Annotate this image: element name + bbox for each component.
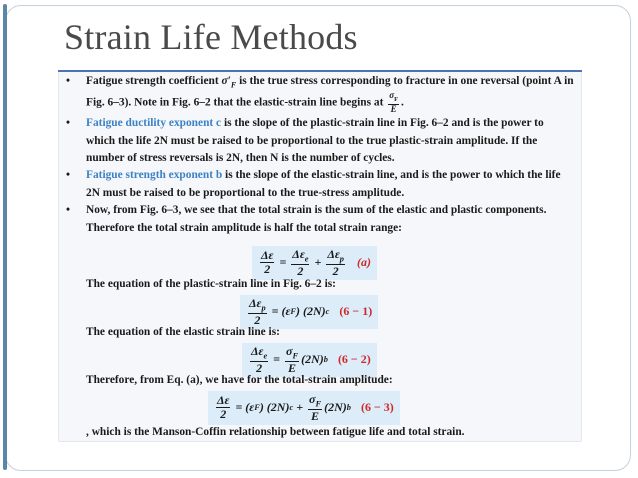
bullet-list	[62, 73, 574, 237]
plastic-line-intro: The equation of the plastic-strain line in Fig. 6–2 is:	[86, 278, 336, 290]
slide-title: Strain Life Methods	[64, 17, 358, 57]
total-strain-intro: Therefore, from Eq. (a), we have for the total-strain amplitude:	[86, 374, 393, 386]
equation-6-2: $\frac{\Delta\varepsilon_e}{2}$ = $\frac{\sigma_F}{E}$ (2N) b (6 − 2)	[242, 343, 377, 377]
elastic-line-intro: The equation of the elastic strain line is:	[86, 326, 280, 338]
bullet-strength-coefficient: • Fatigue strength coefficient $\sigma'_F$ is the true stress corresponding to fracture in one reversal (point A in Fig. 6–3). Note in Fig. 6–2 that the elastic-strain line begins at $\frac{\sigma_F}{E}$ .	[66, 75, 574, 115]
bullet-total-strain: • Now, from Fig. 6–3, we see that the total strain is the sum of the elastic and plastic components. Therefore the total strain amplitude is half the total strain range:	[66, 204, 547, 234]
equation-a: $\frac{\Delta\varepsilon}{2}$ = $\frac{\Delta\varepsilon_e}{2}$ + $\frac{\Delta\varepsilon_p}{2}$ (a)	[252, 246, 377, 280]
term-strength-exponent: Fatigue strength exponent b	[86, 169, 223, 182]
closing-sentence: , which is the Manson-Coffin relationship between fatigue life and total strain.	[86, 426, 465, 438]
top-rule	[58, 70, 582, 72]
equation-6-3: $\frac{\Delta\varepsilon}{2}$ = (ε F ) (2N) c + $\frac{\sigma_F}{E}$ (2N) b (6 − 3)	[208, 391, 400, 425]
bullet-ductility-exponent: • Fatigue ductility exponent c is the slope of the plastic-strain line in Fig. 6–2 and is the power to which the life 2N must be raised to be proportional to the true plastic-strain amplitude. If the number of stress reversals is 2N, then N is the number of cycles.	[66, 117, 544, 164]
sigma-over-e-fraction: $\frac{\sigma_F}{E}$	[389, 90, 398, 115]
bullet-strength-exponent: • Fatigue strength exponent b is the slope of the elastic-strain line, and is the power to which the life 2N must be raised to be proportional to the true-stress amplitude.	[66, 169, 561, 199]
equation-6-1: $\frac{\Delta\varepsilon_p}{2}$ = (ε F ) (2N) c (6 − 1)	[240, 295, 378, 329]
bullet-dot: •	[66, 75, 70, 87]
accent-bar	[3, 4, 7, 470]
term-ductility-exponent: Fatigue ductility exponent c	[86, 117, 222, 130]
